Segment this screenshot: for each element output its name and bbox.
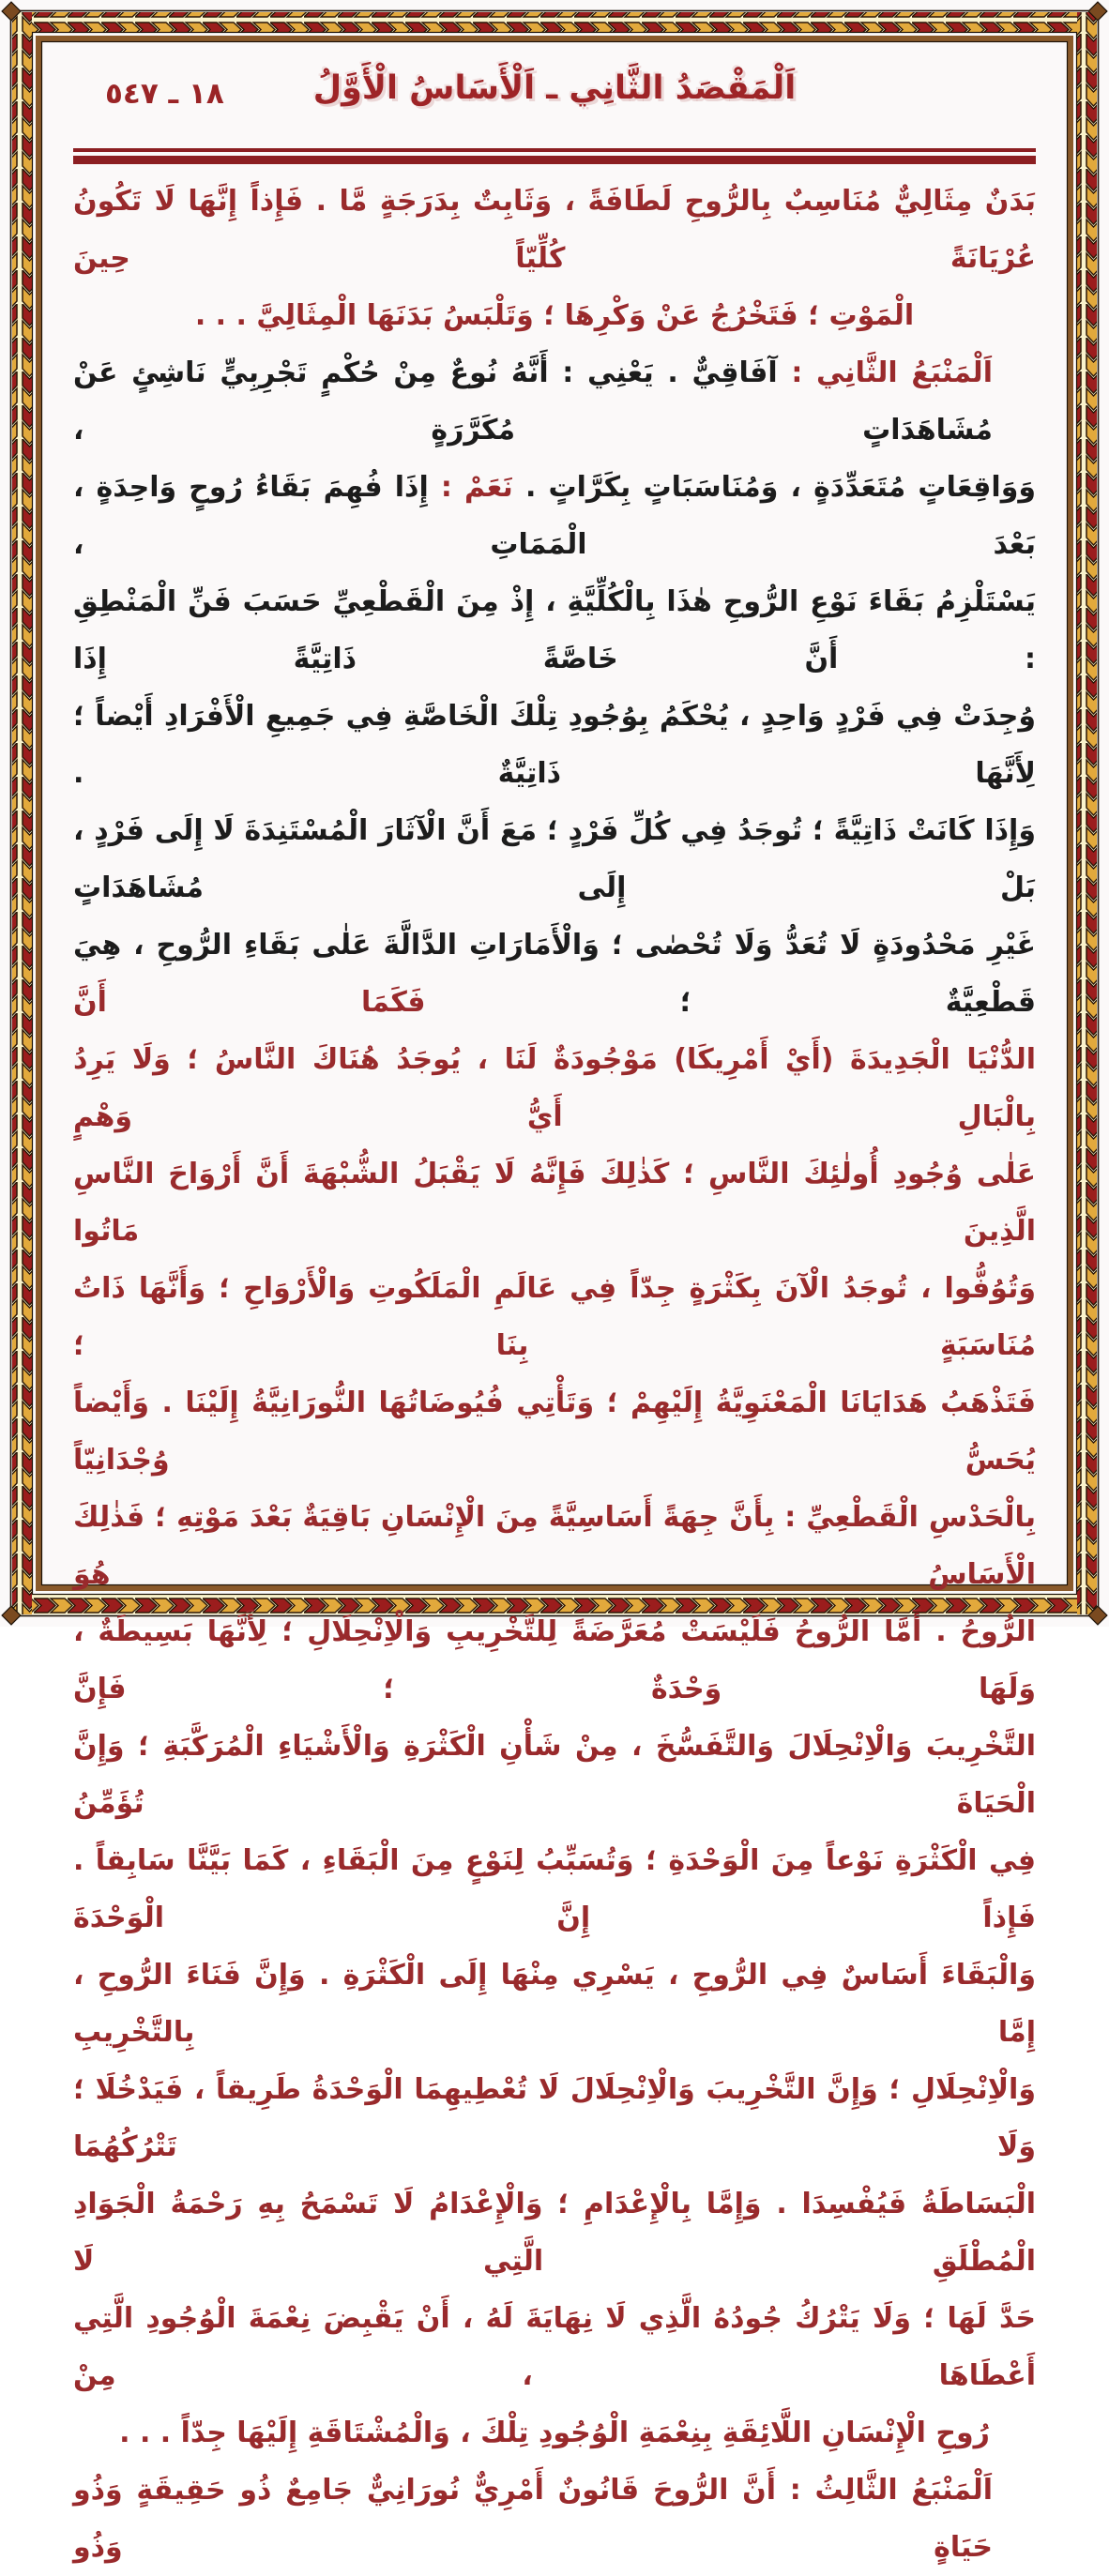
- text-line: [73, 1947, 1036, 2061]
- page-content: [73, 54, 1036, 2564]
- text-segment: آفَاقِيٌّ . يَعْنِي : أَنَّهُ نُوعٌ مِنْ حُكْمٍ تَجْرِبِيٍّ نَاشِئٍ عَنْ مُشَاهَدَاتٍ مُكَرَّرَةٍ ،: [73, 356, 993, 447]
- text-line: [73, 2290, 1036, 2404]
- text-segment: اَلْمَنْبَعُ الثَّانِي :: [777, 356, 993, 389]
- text-segment: التَّخْرِيبَ وَالْاِنْحِلَالَ وَالتَّفَسُّخَ ، مِنْ شَأْنِ الْكَثْرَةِ وَالْأَشْيَاءِ الْمُرَكَّبَةِ ؛ وَإِنَّ الْحَيَاةَ تُؤَمِّنُ: [73, 1730, 1036, 1820]
- text-line: [73, 1145, 1036, 1260]
- text-segment: وَالْاِنْحِلَالِ ؛ وَإِنَّ التَّخْرِيبَ وَالْاِنْحِلَالَ لَا تُعْطِيهِمَا الْوَحْدَةُ طَرِيقاً ، فَيَدْخُلَا ؛ وَلَا تَتْرُكُهُمَا: [73, 2073, 1036, 2163]
- text-line: [73, 459, 1036, 573]
- text-segment: فَكَمَا أَنَّ: [73, 986, 426, 1019]
- text-line: [73, 2462, 1036, 2576]
- text-line: [73, 1603, 1036, 1718]
- text-segment: يَسْتَلْزِمُ بَقَاءَ نَوْعِ الرُّوحِ هٰذَا بِالْكُلِّيَّةِ ، إِذْ مِنَ الْقَطْعِيِّ حَسَبَ فَنِّ الْمَنْطِقِ : أَنَّ خَاصَّةً ذَاتِيَّةً إِذَا: [73, 585, 1036, 675]
- text-line: [73, 802, 1036, 917]
- page-header: [73, 54, 1036, 141]
- text-line: [73, 173, 1036, 287]
- text-segment: إِذَا فُهِمَ بَقَاءُ رُوحٍ وَاحِدَةٍ ، بَعْدَ الْمَمَاتِ ،: [73, 471, 1036, 561]
- divider-rule-thin: [73, 148, 1036, 152]
- text-line: [73, 1832, 1036, 1947]
- text-segment: وُجِدَتْ فِي فَرْدٍ وَاحِدٍ ، يُحْكَمُ بِوُجُودِ تِلْكَ الْخَاصَّةِ فِي جَمِيعِ الْأَفْرَادِ أَيْضاً ؛ لِأَنَّهَا ذَاتِيَّةٌ .: [73, 700, 1036, 790]
- text-segment: بَدَنٌ مِثَالِيٌّ مُنَاسِبٌ بِالرُّوحِ لَطَافَةً ، وَثَابِتٌ بِدَرَجَةٍ مَّا . فَإِذاً إِنَّهَا لَا تَكُونُ عُرْيَانَةً كُلِّيّاً حِينَ: [73, 185, 1036, 275]
- text-segment: وَتُوُفُّوا ، تُوجَدُ الْآنَ بِكَثْرَةٍ جِدّاً فِي عَالَمِ الْمَلَكُوتِ وَالْأَرْوَاحِ ؛ وَأَنَّهَا ذَاتُ مُنَاسَبَةٍ بِنَا ؛: [73, 1272, 1036, 1362]
- text-segment: حَدَّ لَهَا ؛ وَلَا يَتْرُكُ جُودُهُ الَّذِي لَا نِهَايَةَ لَهُ ، أَنْ يَقْبِضَ نِعْمَةَ الْوُجُودِ الَّتِي أَعْطَاهَا ، مِنْ: [73, 2302, 1036, 2392]
- text-line: [73, 1260, 1036, 1374]
- text-line: [73, 1489, 1036, 1603]
- text-segment: الدُّنْيَا الْجَدِيدَةَ (أَيْ أَمْرِيكَا) مَوْجُودَةٌ لَنَا ، يُوجَدُ هُنَاكَ النَّاسُ ؛ وَلَا يَرِدُ بِالْبَالِ أَيُّ وَهْمٍ: [73, 1043, 1036, 1133]
- text-segment: رُوحِ الْإِنْسَانِ اللَّائِقَةِ بِنِعْمَةِ الْوُجُودِ تِلْكَ ، وَالْمُشْتَاقَةِ إِلَيْهَا جِدّاً . . .: [119, 2417, 990, 2449]
- text-line: [73, 573, 1036, 688]
- text-line: [73, 2404, 1036, 2462]
- text-segment: فَتَذْهَبُ هَدَايَانَا الْمَعْنَوِيَّةُ إِلَيْهِمْ ؛ وَتَأْتِي فُيُوضَاتُهَا النُّورَانِيَّةُ إِلَيْنَا . وَأَيْضاً يُحَسُّ وُجْدَانِيّاً: [73, 1386, 1036, 1477]
- text-line: [73, 688, 1036, 802]
- page-title: اَلْمَقْصَدُ الثَّانِي ـ اَلْأَسَاسُ الْأَوَّلُ: [312, 69, 797, 107]
- text-line: [73, 2175, 1036, 2290]
- divider-rule-thick: [73, 156, 1036, 164]
- text-segment: اَلْمَنْبَعُ الثَّالِثُ : أَنَّ الرُّوحَ قَانُونٌ أَمْرِيٌّ نُورَانِيٌّ جَامِعٌ ذُو حَقِيقَةٍ وَذُو حَيَاةٍ وَذُو: [73, 2474, 993, 2564]
- text-segment: الْبَسَاطَةُ فَيُفْسِدَا . وَإِمَّا بِالْإِعْدَامِ ؛ وَالْإِعْدَامُ لَا تَسْمَحُ بِهِ رَحْمَةُ الْجَوَادِ الْمُطْلَقِ الَّتِي لَا: [73, 2188, 1036, 2278]
- text-line: [73, 1031, 1036, 1145]
- body-text: [73, 173, 1036, 2576]
- text-line: [73, 344, 1036, 459]
- divider-rule: [73, 148, 1036, 164]
- text-segment: بِالْحَدْسِ الْقَطْعِيِّ : بِأَنَّ جِهَةً أَسَاسِيَّةً مِنَ الْإِنْسَانِ بَاقِيَةٌ بَعْدَ مَوْتِهِ ؛ فَذٰلِكَ الْأَسَاسُ هُوَ: [73, 1501, 1036, 1591]
- text-segment: عَلٰى وُجُودِ أُولٰئِكَ النَّاسِ ؛ كَذٰلِكَ فَإِنَّهُ لَا يَقْبَلُ الشُّبْهَةَ أَنَّ أَرْوَاحَ النَّاسِ الَّذِينَ مَاتُوا: [73, 1158, 1036, 1248]
- text-segment: فِي الْكَثْرَةِ نَوْعاً مِنَ الْوَحْدَةِ ؛ وَتُسَبِّبُ لِنَوْعٍ مِنَ الْبَقَاءِ ، كَمَا بَيَّنَّا سَابِقاً . فَإِذاً إِنَّ الْوَحْدَةَ: [73, 1844, 1036, 1934]
- text-line: [73, 1374, 1036, 1489]
- text-line: [73, 2061, 1036, 2175]
- text-segment: وَإِذَا كَانَتْ ذَاتِيَّةً ؛ تُوجَدُ فِي كُلِّ فَرْدٍ ؛ مَعَ أَنَّ الْآثَارَ الْمُسْتَنِدَةَ لَا إِلَى فَرْدٍ ، بَلْ إِلَى مُشَاهَدَاتٍ: [73, 814, 1036, 904]
- text-segment: غَيْرِ مَحْدُودَةٍ لَا تُعَدُّ وَلَا تُحْصٰى ؛ وَالْأَمَارَاتِ الدَّالَّةَ عَلٰى بَقَاءِ الرُّوحِ ، هِيَ قَطْعِيَّةٌ ؛: [73, 929, 1036, 1019]
- text-line: [73, 287, 1036, 344]
- text-line: [73, 1718, 1036, 1832]
- text-segment: الرُّوحُ . أَمَّا الرُّوحُ فَلَيْسَتْ مُعَرَّضَةً لِلتَّخْرِيبِ وَالْاِنْحِلَالِ ؛ لِأَنَّهَا بَسِيطَةٌ ، وَلَهَا وَحْدَةٌ ؛ فَإِنَّ: [73, 1615, 1036, 1705]
- text-segment: نَعَمْ :: [428, 471, 513, 504]
- page-number: ١٨ ـ ٥٤٧: [105, 77, 224, 111]
- text-segment: وَالْبَقَاءَ أَسَاسٌ فِي الرُّوحِ ، يَسْرِي مِنْهَا إِلَى الْكَثْرَةِ . وَإِنَّ فَنَاءَ الرُّوحِ ، إِمَّا بِالتَّخْرِيبِ: [73, 1959, 1036, 2049]
- text-segment: الْمَوْتِ ؛ فَتَخْرُجُ عَنْ وَكْرِهَا ؛ وَتَلْبَسُ بَدَنَهَا الْمِثَالِيَّ . . .: [194, 299, 915, 332]
- text-line: [73, 917, 1036, 1031]
- text-segment: وَوَاقِعَاتٍ مُتَعَدِّدَةٍ ، وَمُنَاسَبَاتٍ بِكَرَّاتٍ .: [512, 471, 1036, 504]
